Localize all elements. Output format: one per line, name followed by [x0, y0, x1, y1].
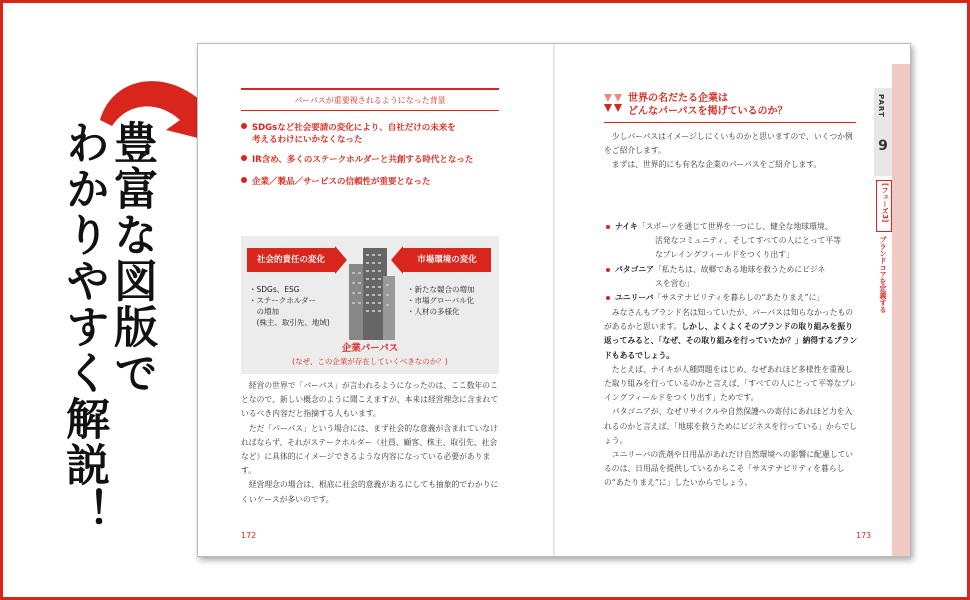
headline-line1: 豊富な図版で: [106, 120, 157, 396]
open-book-spread: [197, 43, 911, 557]
chapter-side-tab: [874, 88, 892, 556]
example-unilever: ユニリーバ「サステナビリティを暮らしの“あたりまえ”に」: [604, 291, 860, 305]
panel-bullet-1: SDGsなど社会要請の変化により、自社だけの未来を 考えるわけにいかなくなった: [241, 122, 456, 146]
example-nike: ナイキ「スポーツを通じて世界を一つにし、健全な地球環境、 活発なコミュニティ、そしてすべての人にとって平等 なプレイングフィールドをつくり出す」: [604, 220, 860, 263]
panel-bullet-2: IR含め、多くのステークホルダーと共創する時代となった: [241, 154, 473, 166]
chapter-subtitle: ブランドコアを定義する: [879, 236, 887, 313]
bullet-dot-icon: [241, 177, 247, 183]
right-intro-text: 少しパーパスはイメージしにくいものかと思いますので、いくつか例をご紹介します。 まずは、世界的にも有名な企業のパーパスをご紹介します。: [604, 132, 853, 170]
right-factor-list: ・新たな競合の増加 ・市場グローバル化 ・人材の多様化: [407, 285, 475, 316]
background-panel: [241, 88, 499, 376]
right-page: [556, 44, 910, 556]
purpose-diagram: [241, 236, 499, 374]
example-patagonia: パタゴニア「私たちは、故郷である地球を救うためにビジネ スを営む」: [604, 263, 860, 291]
social-responsibility-label: 社会的責任の変化: [247, 248, 335, 272]
section-heading: [604, 92, 856, 123]
bullet-dot-icon: [241, 155, 247, 161]
panel-title: パーパスが重要視されるようになった背景: [241, 88, 499, 111]
heading-line1: 世界の名だたる企業は: [628, 93, 728, 104]
page-number-left: 172: [241, 531, 257, 540]
panel-bullet-3: 企業／製品／サービスの信頼性が重要となった: [241, 176, 431, 188]
phase-label: [フェーズ3]: [876, 180, 892, 232]
bullet-dot-icon: [241, 123, 247, 129]
market-environment-label: 市場環境の変化: [403, 248, 491, 272]
part-tab: PART 9: [874, 88, 892, 176]
heading-line2: どんなパーパスを掲げているのか？: [628, 106, 788, 117]
diagram-caption: 企業パーパス (なぜ、この企業が存在していくべきなのか？): [292, 343, 448, 366]
headline-line2: わかりやすく解説！: [58, 120, 109, 534]
left-page: [198, 44, 554, 556]
heading-mark-icon: [604, 94, 622, 112]
page-number-right: 173: [856, 531, 872, 540]
purpose-examples: [604, 220, 860, 305]
left-factor-list: ・SDGs、ESG ・ステークホルダー の増加 (株主、取引先、地域): [249, 285, 330, 327]
right-body-text: みなさんもブランド名は知っていたが、パーパスは知らなかったものがあるかと思います。しかし、よくよくそのブランドの取り組みを振り返ってみると、「なぜ、その取り組みを行っていたか？」納得するブランドもあるでしょう。 たとえば、ナイキが人種問題をはじめ、なぜあれほど多様性を重視した取り組みを行っているのかと言えば、「すべての人にとって平等なプレイングフィールドをつくり出す」ためです。 パタゴニアが、なぜリサイクルや自然保護への寄付にあれほど力を入れるのかと言えば、「地球を救うためにビジネスを行っている」からでしょう。 ユニリーバの洗剤や日用品があれだけ自然環境への影響に配慮しているのは、日用品を提供しているからこそ「サステナビリティを暮らしの“あたりまえ”に」したいからでしょう。: [604, 308, 858, 488]
building-icon: [343, 242, 399, 344]
page-edge-strip: [892, 64, 910, 556]
left-body-text: 経営の世界で「パーパス」が言われるようになったのは、ここ数年のことなので、新しい概念のように聞こえますが、本来は経営理念に含まれているべき内容だと指摘する人もいます。 ただ「パーパス」という場合には、まず社会的な意義が含まれていなければならず、それがステークホルダー（社員、顧客、株主、取引先、社会など）に具体的にイメージできるような内容になっている必要があります。 経営理念の場合は、根底に社会的意義があるにしても抽象的でわかりにくいケースが多いのです。: [241, 381, 499, 504]
